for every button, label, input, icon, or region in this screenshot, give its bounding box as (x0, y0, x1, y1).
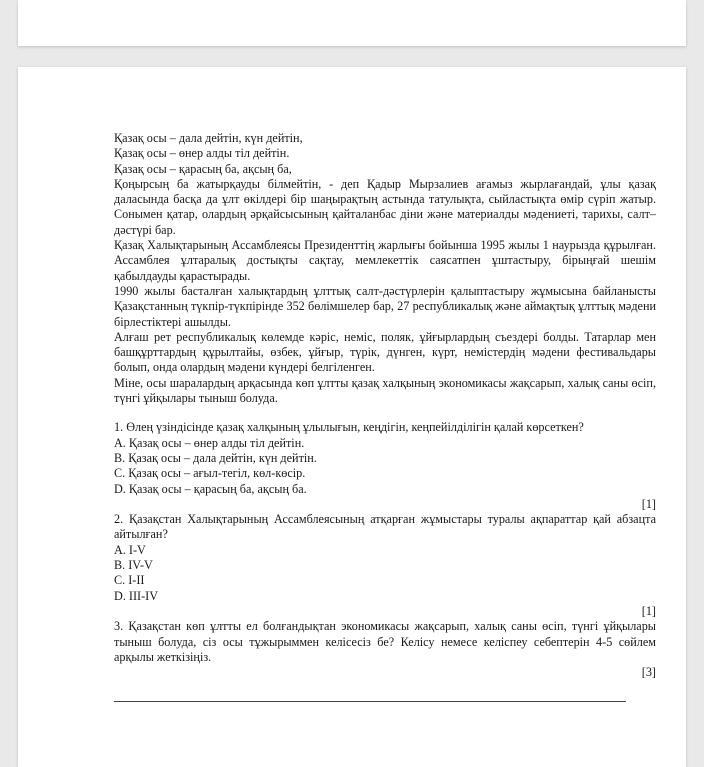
spacer (114, 406, 656, 420)
poem-line-3: Қазақ осы – қарасың ба, ақсың ба, (114, 161, 292, 176)
question-2-option-a: A. I-V (114, 542, 146, 557)
paragraph-3: 1990 жылы басталған халықтардың ұлттық салт-дәстүрлерін қалыптастыру жұмысына байланысты Қазақстанның түкпір-түкпірінде 352 бөлімшелер бар, 27 республикалық және аймақтық ұлттық мәдени бірлестіктері ашылды. (114, 283, 656, 329)
paragraph-2: Қазақ Халықтарының Ассамблеясы Президенттің жарлығы бойынша 1995 жылы 1 наурызда құрылған. Ассамблея ұлтаралық достықты сақтау, мемлекеттік саясатпен ұштастыру, бірыңғай шешім қабылдауды қарастырады. (114, 238, 656, 283)
question-1-mark: [1] (641, 496, 656, 511)
question-1-option-b: B. Қазақ осы – дала дейтін, күн дейтін. (114, 450, 317, 465)
question-2-mark: [1] (641, 603, 656, 618)
question-2-option-d: D. III-IV (114, 588, 158, 603)
answer-line (114, 701, 626, 702)
paragraph-5: Міне, осы шаралардың арқасында көп ұлтты қазақ халқының экономикасы жақсарып, халық саны өсіп, түнгі ұйқылары тыныш болуда. (114, 375, 656, 406)
paragraph-1: Қоңырсың ба жатырқауды білмейтін, - деп Қадыр Мырзалиев ағамыз жырлағандай, ұлы қазақ даласында басқа да ұлт өкілдері бір шаңырақтың астында татулықта, сыйластықта өмір сүріп жатыр. Сонымен қатар, олардың әрқайсысының қайталанбас діни және материалды мәдениеті, тарихы, салт–дәстүрі бар. (114, 176, 656, 237)
question-1 (114, 420, 656, 512)
question-1-option-d: D. Қазақ осы – қарасың ба, ақсың ба. (114, 481, 307, 496)
question-3-text: 3. Қазақстан көп ұлтты ел болғандықтан экономикасы жақсарып, халық саны өсіп, түнгі ұйқылары тыныш болуда, сіз осы тұжырыммен келісесіз бе? Келісу немесе келіспеу себептерін 4-5 сөйлем арқылы жеткізіңіз. (114, 619, 656, 664)
question-3 (114, 619, 656, 680)
question-2-option-b: B. IV-V (114, 558, 153, 573)
question-2-option-c: C. I-II (114, 573, 145, 588)
poem-line-2: Қазақ осы – өнер алды тіл дейтін. (114, 146, 290, 161)
document-page (18, 67, 686, 767)
question-1-option-c: C. Қазақ осы – ағыл-тегіл, көл-көсір. (114, 466, 306, 481)
question-2-text: 2. Қазақстан Халықтарының Ассамблеясының атқарған жұмыстары туралы ақпараттар қай абзацта айтылған? (114, 512, 656, 542)
question-3-mark: [3] (641, 665, 656, 680)
page-content (114, 131, 656, 680)
question-1-text: 1. Өлең үзіндісінде қазақ халқының ұлылығын, кеңдігін, кеңпейілділігін қалай көрсеткен? (114, 420, 584, 435)
previous-page-bottom (18, 0, 686, 46)
paragraph-4: Алғаш рет республикалық көлемде кәріс, неміс, поляк, ұйғырлардың съездері болды. Татарлар мен башқұрттардың құрылтайы, өзбек, ұйғыр, түрік, дүнген, күрт, немістердің мәдени фестивальдары болып, онда олардың мәдени күндері белгіленген. (114, 329, 656, 375)
question-2 (114, 512, 656, 619)
poem-line-1: Қазақ осы – дала дейтін, күн дейтін, (114, 131, 303, 145)
question-1-option-a: A. Қазақ осы – өнер алды тіл дейтін. (114, 435, 305, 450)
